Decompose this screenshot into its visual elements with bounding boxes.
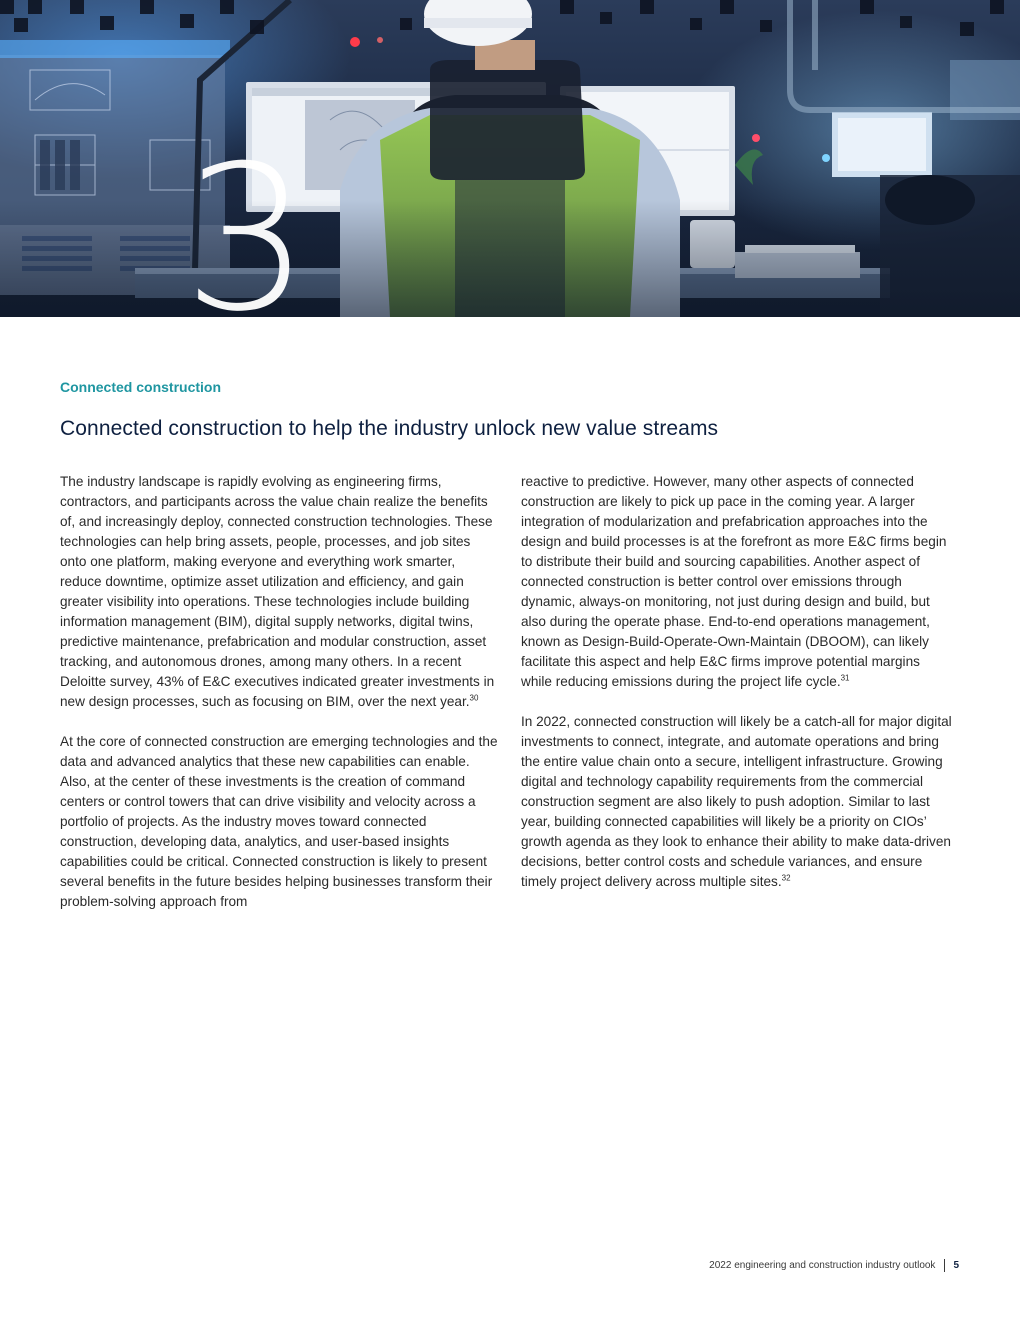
page-number: 5 [953, 1260, 959, 1271]
footer-divider [944, 1259, 945, 1272]
paragraph-text: reactive to predictive. However, many other aspects of connected construction are likely to pick up pace in the coming year. A larger integration of modularization and prefabrication approaches into the design and build processes is at the forefront as more E&C firms begin to distribute their build and sourcing capabilities. Another aspect of connected construction is better control over emissions through dynamic, always-on monitoring, not just during design and build, but also during the operate phase. End-to-end operations management, known as Design-Build-Operate-Own-Maintain (DBOOM), can likely facilitate this aspect and help E&C firms improve potential margins while reducing emissions during the project life cycle. [521, 474, 947, 689]
footnote-ref: 31 [840, 673, 850, 683]
publication-title: 2022 engineering and construction industry outlook [709, 1260, 936, 1271]
paragraph [60, 472, 500, 712]
paragraph-text: At the core of connected construction are emerging technologies and the data and advanced analytics that these new capabilities can enable. Also, at the center of these investments is the creation of command centers or control towers that can drive visibility and velocity across a portfolio of projects. As the industry moves toward connected construction, developing data, analytics, and user-based insights capabilities could be critical. Connected construction is likely to present several benefits in the future besides helping businesses transform their problem-solving approach from [60, 734, 498, 909]
page-title: Connected construction to help the industry unlock new value streams [60, 417, 719, 440]
paragraph [521, 472, 953, 692]
body-column-right [521, 472, 953, 912]
section-number: 3 [183, 123, 307, 317]
hero-image [0, 0, 1020, 317]
footnote-ref: 32 [781, 873, 791, 883]
paragraph [521, 712, 953, 892]
section-label: Connected construction [60, 379, 222, 395]
paragraph-text: In 2022, connected construction will likely be a catch-all for major digital investments to connect, integrate, and automate operations and bring the entire value chain onto a secure, intelligent infrastructure. Growing digital and technology capability requirements from the commercial construction segment are also likely to push adoption. Similar to last year, building connected capabilities will likely be a priority on CIOs’ growth agenda as they look to enhance their ability to make data-driven decisions, better control costs and schedule variances, and ensure timely project delivery across multiple sites. [521, 714, 952, 889]
page-footer [709, 1259, 959, 1272]
hero-illustration [0, 0, 1020, 317]
body-column-left [60, 472, 500, 932]
footnote-ref: 30 [469, 693, 479, 703]
paragraph-text: The industry landscape is rapidly evolving as engineering firms, contractors, and participants across the value chain realize the benefits of, and increasingly deploy, connected construction technologies. These technologies can help bring assets, people, processes, and job sites onto one platform, making everyone and everything work smarter, reduce downtime, optimize asset utilization and efficiency, and gain greater visibility into operations. These technologies include building information management (BIM), digital supply networks, digital twins, predictive maintenance, prefabrication and modular construction, asset tracking, and autonomous drones, among many others. In a recent Deloitte survey, 43% of E&C executives indicated greater investments in new design processes, such as focusing on BIM, over the next year. [60, 474, 495, 709]
paragraph [60, 732, 500, 912]
